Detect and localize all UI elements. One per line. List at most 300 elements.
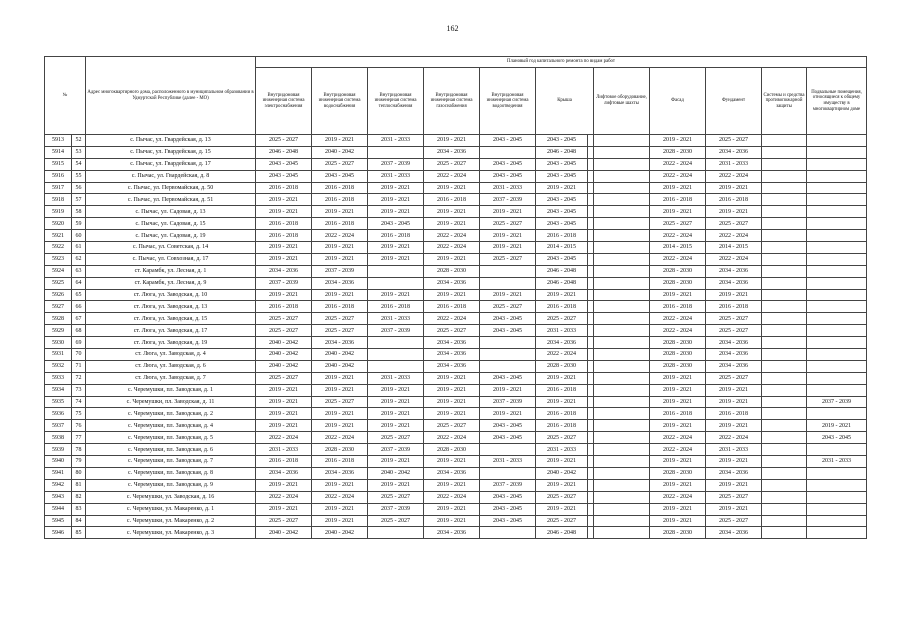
table-row (45, 313, 867, 325)
gas-cell: 2019 - 2021 (424, 456, 480, 468)
table-row (45, 527, 867, 539)
foundation-cell: 2025 - 2027 (706, 218, 762, 230)
table-row (45, 325, 867, 337)
sewer-cell: 2043 - 2045 (480, 325, 536, 337)
sewer-cell: 2019 - 2021 (480, 289, 536, 301)
elevator-cell (594, 206, 650, 218)
electric-cell: 2040 - 2042 (256, 360, 312, 372)
heat-cell: 2031 - 2033 (368, 372, 424, 384)
common-property-cell (807, 444, 867, 456)
foundation-cell: 2019 - 2021 (706, 479, 762, 491)
row-number-cell: 53 (72, 146, 86, 158)
fire-protection-cell (762, 396, 807, 408)
table-row (45, 277, 867, 289)
row-index-cell: 5914 (45, 146, 72, 158)
facade-cell: 2028 - 2030 (650, 527, 706, 539)
table-row (45, 515, 867, 527)
address-cell: с. Черемушки, ул. Макаренко, д. 3 (86, 527, 256, 539)
foundation-cell: 2019 - 2021 (706, 420, 762, 432)
row-index-cell: 5931 (45, 349, 72, 361)
row-number-cell: 72 (72, 372, 86, 384)
gas-cell: 2019 - 2021 (424, 182, 480, 194)
address-cell: ст. Люга, ул. Заводская, д. 13 (86, 301, 256, 313)
facade-cell: 2022 - 2024 (650, 253, 706, 265)
foundation-cell: 2034 - 2036 (706, 146, 762, 158)
table-row (45, 289, 867, 301)
row-index-cell: 5913 (45, 135, 72, 147)
elevator-cell (594, 230, 650, 242)
fire-protection-cell (762, 372, 807, 384)
elevator-cell (594, 491, 650, 503)
facade-cell: 2019 - 2021 (650, 503, 706, 515)
gas-cell: 2022 - 2024 (424, 313, 480, 325)
address-header: Адрес многоквартирного дома, расположенного в муниципальном образовании в Удмуртской Республике (далее - МО) (86, 57, 256, 135)
table-row (45, 206, 867, 218)
row-number-cell: 55 (72, 170, 86, 182)
facade-header: Фасад (650, 68, 706, 135)
roof-cell: 2019 - 2021 (536, 456, 588, 468)
water-cell: 2040 - 2042 (312, 349, 368, 361)
foundation-cell: 2019 - 2021 (706, 503, 762, 515)
facade-cell: 2019 - 2021 (650, 182, 706, 194)
roof-cell: 2014 - 2015 (536, 242, 588, 254)
roof-cell: 2016 - 2018 (536, 230, 588, 242)
gas-cell: 2016 - 2018 (424, 301, 480, 313)
water-cell: 2034 - 2036 (312, 337, 368, 349)
heat-cell: 2037 - 2039 (368, 444, 424, 456)
foundation-cell: 2019 - 2021 (706, 206, 762, 218)
sewer-cell: 2043 - 2045 (480, 491, 536, 503)
fire-protection-cell (762, 456, 807, 468)
heat-cell: 2019 - 2021 (368, 194, 424, 206)
row-index-cell: 5927 (45, 301, 72, 313)
address-cell: ст. Люга, ул. Заводская, д. 6 (86, 360, 256, 372)
gas-cell: 2022 - 2024 (424, 242, 480, 254)
gas-cell: 2019 - 2021 (424, 135, 480, 147)
facade-cell: 2028 - 2030 (650, 467, 706, 479)
address-cell: с. Пычас, ул. Садовая, д. 19 (86, 230, 256, 242)
facade-cell: 2028 - 2030 (650, 146, 706, 158)
water-cell: 2040 - 2042 (312, 527, 368, 539)
common-property-cell: 2037 - 2039 (807, 396, 867, 408)
gas-cell: 2016 - 2018 (424, 194, 480, 206)
electric-cell: 2016 - 2018 (256, 230, 312, 242)
roof-cell: 2019 - 2021 (536, 479, 588, 491)
row-number-cell: 76 (72, 420, 86, 432)
row-number-cell: 62 (72, 253, 86, 265)
facade-cell: 2016 - 2018 (650, 194, 706, 206)
table-row (45, 420, 867, 432)
gas-cell: 2025 - 2027 (424, 420, 480, 432)
row-index-cell: 5919 (45, 206, 72, 218)
heat-cell: 2019 - 2021 (368, 384, 424, 396)
electric-cell: 2016 - 2018 (256, 182, 312, 194)
water-cell: 2034 - 2036 (312, 277, 368, 289)
roof-cell: 2043 - 2045 (536, 158, 588, 170)
water-cell: 2025 - 2027 (312, 396, 368, 408)
row-number-cell: 82 (72, 491, 86, 503)
gas-cell: 2019 - 2021 (424, 396, 480, 408)
sewer-cell: 2019 - 2021 (480, 230, 536, 242)
electric-cell: 2016 - 2018 (256, 301, 312, 313)
water-cell: 2040 - 2042 (312, 360, 368, 372)
common-property-cell (807, 253, 867, 265)
elevator-cell (594, 527, 650, 539)
gas-cell: 2019 - 2021 (424, 479, 480, 491)
row-number-cell: 81 (72, 479, 86, 491)
sewer-cell: 2025 - 2027 (480, 301, 536, 313)
elevator-cell (594, 503, 650, 515)
roof-cell: 2043 - 2045 (536, 135, 588, 147)
address-cell: с. Пычас, ул. Гвардейская, д. 17 (86, 158, 256, 170)
elevator-cell (594, 242, 650, 254)
heat-cell: 2019 - 2021 (368, 253, 424, 265)
row-number-cell: 77 (72, 432, 86, 444)
common-property-cell: 2019 - 2021 (807, 420, 867, 432)
heat-cell (368, 337, 424, 349)
gas-cell: 2019 - 2021 (424, 503, 480, 515)
row-number-cell: 69 (72, 337, 86, 349)
roof-cell: 2043 - 2045 (536, 194, 588, 206)
address-cell: с. Пычас, ул. Садовая, д. 13 (86, 206, 256, 218)
row-number-cell: 74 (72, 396, 86, 408)
row-index-cell: 5938 (45, 432, 72, 444)
sewer-cell (480, 444, 536, 456)
facade-cell: 2019 - 2021 (650, 515, 706, 527)
foundation-cell: 2016 - 2018 (706, 194, 762, 206)
electric-cell: 2034 - 2036 (256, 265, 312, 277)
water-cell: 2019 - 2021 (312, 408, 368, 420)
table-row (45, 135, 867, 147)
elevator-cell (594, 135, 650, 147)
electric-cell: 2025 - 2027 (256, 325, 312, 337)
address-cell: с. Пычас, ул. Первомайская, д. 51 (86, 194, 256, 206)
facade-cell: 2014 - 2015 (650, 242, 706, 254)
fire-protection-cell (762, 360, 807, 372)
heat-cell (368, 360, 424, 372)
row-number-cell: 56 (72, 182, 86, 194)
roof-cell: 2019 - 2021 (536, 396, 588, 408)
row-index-cell: 5940 (45, 456, 72, 468)
foundation-cell: 2031 - 2033 (706, 444, 762, 456)
address-cell: с. Черемушки, пл. Заводская, д. 1 (86, 384, 256, 396)
heat-cell: 2031 - 2033 (368, 170, 424, 182)
heat-cell: 2016 - 2018 (368, 301, 424, 313)
row-index-cell: 5926 (45, 289, 72, 301)
table-row (45, 456, 867, 468)
row-index-cell: 5925 (45, 277, 72, 289)
sewer-cell (480, 146, 536, 158)
heat-cell: 2019 - 2021 (368, 182, 424, 194)
heat-cell: 2019 - 2021 (368, 456, 424, 468)
foundation-cell: 2034 - 2036 (706, 265, 762, 277)
electric-cell: 2043 - 2045 (256, 170, 312, 182)
foundation-cell: 2019 - 2021 (706, 289, 762, 301)
foundation-header: Фундамент (706, 68, 762, 135)
electric-cell: 2019 - 2021 (256, 384, 312, 396)
water-cell: 2019 - 2021 (312, 503, 368, 515)
electric-cell: 2040 - 2042 (256, 527, 312, 539)
common-property-cell (807, 503, 867, 515)
address-cell: ст. Люга, ул. Заводская, д. 10 (86, 289, 256, 301)
roof-cell: 2025 - 2027 (536, 313, 588, 325)
row-number-cell: 83 (72, 503, 86, 515)
sewer-cell: 2025 - 2027 (480, 253, 536, 265)
row-index-cell: 5946 (45, 527, 72, 539)
common-property-cell (807, 146, 867, 158)
elevator-cell (594, 194, 650, 206)
row-number-cell: 78 (72, 444, 86, 456)
row-index-cell: 5943 (45, 491, 72, 503)
table-row (45, 479, 867, 491)
facade-cell: 2028 - 2030 (650, 265, 706, 277)
address-cell: с. Черемушки, ул. Макаренко, д. 2 (86, 515, 256, 527)
common-property-header: Подвальные помещения, относящиеся к общему имуществу в многоквартирном доме (807, 68, 867, 135)
heat-cell: 2031 - 2033 (368, 313, 424, 325)
sewer-cell (480, 265, 536, 277)
row-number-cell: 60 (72, 230, 86, 242)
address-cell: с. Пычас, ул. Советская, д. 14 (86, 242, 256, 254)
facade-cell: 2022 - 2024 (650, 444, 706, 456)
roof-cell: 2046 - 2048 (536, 527, 588, 539)
heat-cell: 2031 - 2033 (368, 135, 424, 147)
table-row (45, 253, 867, 265)
facade-cell: 2028 - 2030 (650, 277, 706, 289)
roof-header: Крыша (536, 68, 594, 135)
electric-cell: 2019 - 2021 (256, 479, 312, 491)
table-row (45, 360, 867, 372)
row-index-cell: 5936 (45, 408, 72, 420)
fire-protection-cell (762, 420, 807, 432)
electric-cell: 2019 - 2021 (256, 242, 312, 254)
roof-cell: 2016 - 2018 (536, 384, 588, 396)
electric-cell: 2019 - 2021 (256, 253, 312, 265)
common-property-cell (807, 349, 867, 361)
sewer-cell: 2025 - 2027 (480, 218, 536, 230)
roof-cell: 2043 - 2045 (536, 218, 588, 230)
table-row (45, 230, 867, 242)
row-index-cell: 5923 (45, 253, 72, 265)
row-number-cell: 85 (72, 527, 86, 539)
address-cell: с. Черемушки, ул. Макаренко, д. 1 (86, 503, 256, 515)
gas-cell: 2019 - 2021 (424, 289, 480, 301)
table-row (45, 242, 867, 254)
fire-protection-cell (762, 253, 807, 265)
gas-cell: 2022 - 2024 (424, 491, 480, 503)
foundation-cell: 2034 - 2036 (706, 337, 762, 349)
facade-cell: 2019 - 2021 (650, 206, 706, 218)
facade-cell: 2019 - 2021 (650, 289, 706, 301)
roof-cell: 2025 - 2027 (536, 432, 588, 444)
water-cell: 2025 - 2027 (312, 325, 368, 337)
gas-cell: 2019 - 2021 (424, 253, 480, 265)
electric-cell: 2022 - 2024 (256, 491, 312, 503)
sewer-header: Внутридомовая инженерная система водоотведения (480, 68, 536, 135)
sewer-cell: 2019 - 2021 (480, 242, 536, 254)
row-index-cell: 5930 (45, 337, 72, 349)
water-cell: 2019 - 2021 (312, 479, 368, 491)
foundation-cell: 2025 - 2027 (706, 372, 762, 384)
sewer-cell: 2043 - 2045 (480, 420, 536, 432)
address-cell: с. Черемушки, пл. Заводская, д. 11 (86, 396, 256, 408)
row-index-cell: 5937 (45, 420, 72, 432)
table-row (45, 146, 867, 158)
common-property-cell (807, 527, 867, 539)
water-cell: 2019 - 2021 (312, 515, 368, 527)
roof-cell: 2028 - 2030 (536, 360, 588, 372)
electric-cell: 2034 - 2036 (256, 467, 312, 479)
address-cell: с. Пычас, ул. Садовая, д. 15 (86, 218, 256, 230)
facade-cell: 2022 - 2024 (650, 491, 706, 503)
sewer-cell: 2019 - 2021 (480, 408, 536, 420)
address-cell: ст. Люга, ул. Заводская, д. 15 (86, 313, 256, 325)
common-property-cell (807, 467, 867, 479)
table-row (45, 170, 867, 182)
address-cell: с. Пычас, ул. Гвардейская, д. 15 (86, 146, 256, 158)
row-number-cell: 67 (72, 313, 86, 325)
water-cell: 2028 - 2030 (312, 444, 368, 456)
roof-cell: 2022 - 2024 (536, 349, 588, 361)
fire-protection-cell (762, 182, 807, 194)
common-property-cell (807, 408, 867, 420)
foundation-cell: 2034 - 2036 (706, 349, 762, 361)
heat-cell (368, 527, 424, 539)
fire-protection-cell (762, 444, 807, 456)
heat-cell: 2016 - 2018 (368, 230, 424, 242)
roof-cell: 2031 - 2033 (536, 444, 588, 456)
foundation-cell: 2031 - 2033 (706, 158, 762, 170)
common-property-cell (807, 491, 867, 503)
elevator-cell (594, 408, 650, 420)
sewer-cell: 2019 - 2021 (480, 384, 536, 396)
water-cell: 2025 - 2027 (312, 313, 368, 325)
fire-protection-cell (762, 242, 807, 254)
gas-cell: 2025 - 2027 (424, 325, 480, 337)
heat-cell (368, 277, 424, 289)
roof-cell: 2046 - 2048 (536, 265, 588, 277)
roof-cell: 2016 - 2018 (536, 420, 588, 432)
gas-cell: 2019 - 2021 (424, 515, 480, 527)
electric-cell: 2043 - 2045 (256, 158, 312, 170)
gas-cell: 2025 - 2027 (424, 158, 480, 170)
foundation-cell: 2019 - 2021 (706, 384, 762, 396)
row-index-cell: 5932 (45, 360, 72, 372)
facade-cell: 2019 - 2021 (650, 384, 706, 396)
common-property-cell (807, 182, 867, 194)
table-row (45, 503, 867, 515)
gas-cell: 2034 - 2036 (424, 527, 480, 539)
elevator-cell (594, 444, 650, 456)
row-index-cell: 5916 (45, 170, 72, 182)
address-cell: с. Черемушки, пл. Заводская, д. 7 (86, 456, 256, 468)
elevator-cell (594, 158, 650, 170)
foundation-cell: 2016 - 2018 (706, 408, 762, 420)
foundation-cell: 2034 - 2036 (706, 277, 762, 289)
fire-protection-cell (762, 503, 807, 515)
foundation-cell: 2022 - 2024 (706, 170, 762, 182)
fire-protection-cell (762, 432, 807, 444)
fire-protection-cell (762, 325, 807, 337)
fire-protection-cell (762, 467, 807, 479)
foundation-cell: 2025 - 2027 (706, 325, 762, 337)
elevator-cell (594, 456, 650, 468)
address-cell: с. Черемушки, пл. Заводская, д. 4 (86, 420, 256, 432)
address-cell: ст. Карамбк, ул. Лесная, д. 9 (86, 277, 256, 289)
address-cell: ст. Люга, ул. Заводская, д. 4 (86, 349, 256, 361)
water-cell: 2022 - 2024 (312, 491, 368, 503)
sewer-cell: 2043 - 2045 (480, 135, 536, 147)
roof-cell: 2046 - 2048 (536, 277, 588, 289)
roof-cell: 2019 - 2021 (536, 372, 588, 384)
table-row (45, 337, 867, 349)
fire-protection-cell (762, 135, 807, 147)
roof-cell: 2043 - 2045 (536, 206, 588, 218)
sewer-cell: 2043 - 2045 (480, 515, 536, 527)
elevator-cell (594, 432, 650, 444)
facade-cell: 2028 - 2030 (650, 349, 706, 361)
common-property-cell (807, 277, 867, 289)
gas-cell: 2022 - 2024 (424, 230, 480, 242)
address-cell: с. Пычас, ул. Первомайская, д. 50 (86, 182, 256, 194)
table-row (45, 491, 867, 503)
foundation-cell: 2034 - 2036 (706, 527, 762, 539)
heat-cell: 2037 - 2039 (368, 158, 424, 170)
common-property-cell (807, 384, 867, 396)
sewer-cell (480, 277, 536, 289)
facade-cell: 2028 - 2030 (650, 337, 706, 349)
water-cell: 2016 - 2018 (312, 456, 368, 468)
elevator-cell (594, 467, 650, 479)
common-property-cell (807, 515, 867, 527)
facade-cell: 2022 - 2024 (650, 158, 706, 170)
row-number-cell: 52 (72, 135, 86, 147)
gas-cell: 2019 - 2021 (424, 384, 480, 396)
sewer-cell: 2031 - 2033 (480, 182, 536, 194)
address-cell: с. Черемушки, пл. Заводская, д. 8 (86, 467, 256, 479)
roof-cell: 2019 - 2021 (536, 182, 588, 194)
foundation-cell: 2019 - 2021 (706, 456, 762, 468)
heat-cell (368, 146, 424, 158)
heat-header: Внутридомовая инженерная система теплоснабжения (368, 68, 424, 135)
row-number-cell: 65 (72, 289, 86, 301)
electric-cell: 2019 - 2021 (256, 396, 312, 408)
heat-cell: 2037 - 2039 (368, 325, 424, 337)
common-property-cell (807, 325, 867, 337)
row-index-cell: 5939 (45, 444, 72, 456)
elevator-header: Лифтовое оборудование, лифтовые шахты (594, 68, 650, 135)
sewer-cell (480, 467, 536, 479)
table-row (45, 384, 867, 396)
foundation-cell: 2014 - 2015 (706, 242, 762, 254)
common-property-cell (807, 230, 867, 242)
elevator-cell (594, 301, 650, 313)
fire-protection-cell (762, 349, 807, 361)
row-number-cell: 70 (72, 349, 86, 361)
water-cell: 2019 - 2021 (312, 206, 368, 218)
row-number-cell: 73 (72, 384, 86, 396)
water-cell: 2040 - 2042 (312, 146, 368, 158)
address-cell: ст. Люга, ул. Заводская, д. 17 (86, 325, 256, 337)
row-index-cell: 5929 (45, 325, 72, 337)
fire-protection-header: Системы и средства противопожарной защиты (762, 68, 807, 135)
row-index-cell: 5924 (45, 265, 72, 277)
facade-cell: 2022 - 2024 (650, 313, 706, 325)
heat-cell: 2025 - 2027 (368, 515, 424, 527)
common-property-cell (807, 360, 867, 372)
common-property-cell: 2031 - 2033 (807, 456, 867, 468)
common-property-cell (807, 301, 867, 313)
gas-cell: 2028 - 2030 (424, 265, 480, 277)
